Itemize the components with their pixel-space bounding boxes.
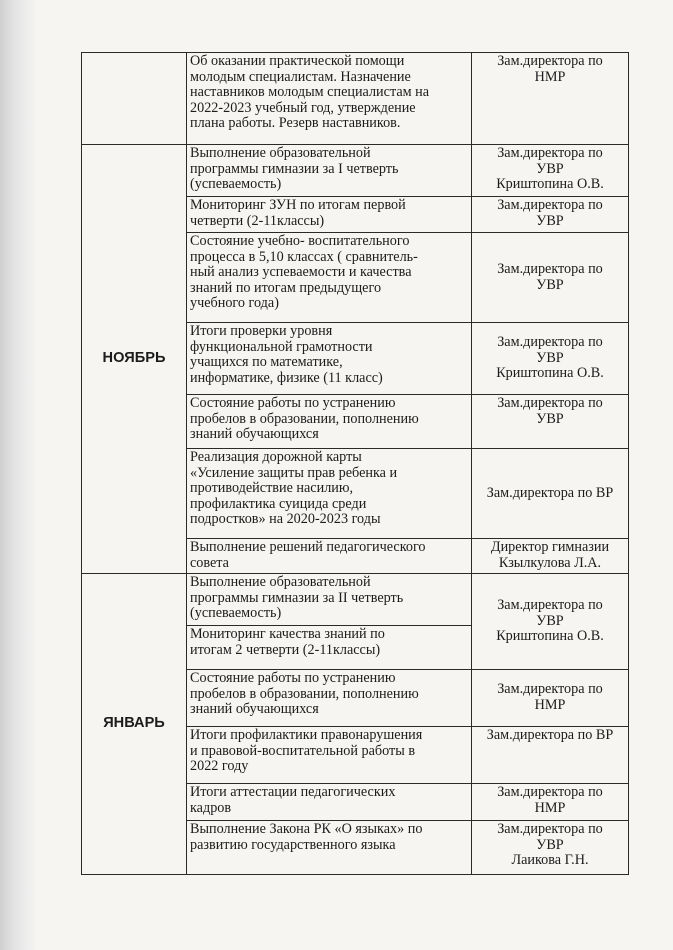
responsible-cell: Зам.директора по УВР Лаикова Г.Н. <box>472 821 629 875</box>
topic-cell: Реализация дорожной карты «Усиление защиты прав ребенка и противодействие насилию, профилактика суицида среди подростков» на 2020-2023 годы <box>187 449 472 539</box>
topic-cell: Выполнение Закона РК «О языках» по развитию государственного языка <box>187 821 472 875</box>
month-november: НОЯБРЬ <box>82 145 187 574</box>
table-row <box>82 53 629 145</box>
book-binding-shadow <box>0 0 34 950</box>
responsible-cell: Зам.директора по УВР <box>472 233 629 323</box>
responsible-cell: Зам.директора по ВР <box>472 449 629 539</box>
responsible-cell: Зам.директора по НМР <box>472 670 629 727</box>
responsible-cell: Директор гимназии Кзылкулова Л.А. <box>472 539 629 574</box>
responsible-cell: Зам.директора по УВР <box>472 197 629 233</box>
responsible-cell: Зам.директора по УВР Криштопина О.В. <box>472 145 629 197</box>
responsible-cell: Зам.директора по НМР <box>472 784 629 821</box>
topic-cell: Состояние работы по устранению пробелов в образовании, пополнению знаний обучающихся <box>187 395 472 449</box>
topic-cell: Выполнение образовательной программы гимназии за I четверть (успеваемость) <box>187 145 472 197</box>
topic-cell: Итоги проверки уровня функциональной грамотности учащихся по математике, информатике, физике (11 класс) <box>187 323 472 395</box>
table-row <box>82 145 629 197</box>
topic-cell: Состояние работы по устранению пробелов в образовании, пополнению знаний обучающихся <box>187 670 472 727</box>
topic-cell: Состояние учебно- воспитательного процесса в 5,10 классах ( сравнитель- ный анализ успеваемости и качества знаний по итогам предыдущего учебного года) <box>187 233 472 323</box>
responsible-cell: Зам.директора по УВР Криштопина О.В. <box>472 574 629 670</box>
topic-cell: Выполнение решений педагогического совета <box>187 539 472 574</box>
topic-cell: Итоги профилактики правонарушения и правовой-воспитательной работы в 2022 году <box>187 727 472 784</box>
work-plan-table <box>81 52 629 875</box>
responsible-cell: Зам.директора по УВР <box>472 395 629 449</box>
topic-cell: Мониторинг качества знаний по итогам 2 четверти (2-11классы) <box>187 626 472 670</box>
responsible-cell: Зам.директора по УВР Криштопина О.В. <box>472 323 629 395</box>
topic-cell: Выполнение образовательной программы гимназии за II четверть (успеваемость) <box>187 574 472 626</box>
topic-cell: Мониторинг ЗУН по итогам первой четверти (2-11классы) <box>187 197 472 233</box>
table-row <box>82 574 629 626</box>
month-january: ЯНВАРЬ <box>82 574 187 875</box>
topic-cell: Итоги аттестации педагогических кадров <box>187 784 472 821</box>
responsible-cell: Зам.директора по ВР <box>472 727 629 784</box>
topic-cell: Об оказании практической помощи молодым специалистам. Назначение наставников молодым специалистам на 2022-2023 учебный год, утверждение плана работы. Резерв наставников. <box>187 53 472 145</box>
month-cell-empty <box>82 53 187 145</box>
responsible-cell: Зам.директора по НМР <box>472 53 629 145</box>
